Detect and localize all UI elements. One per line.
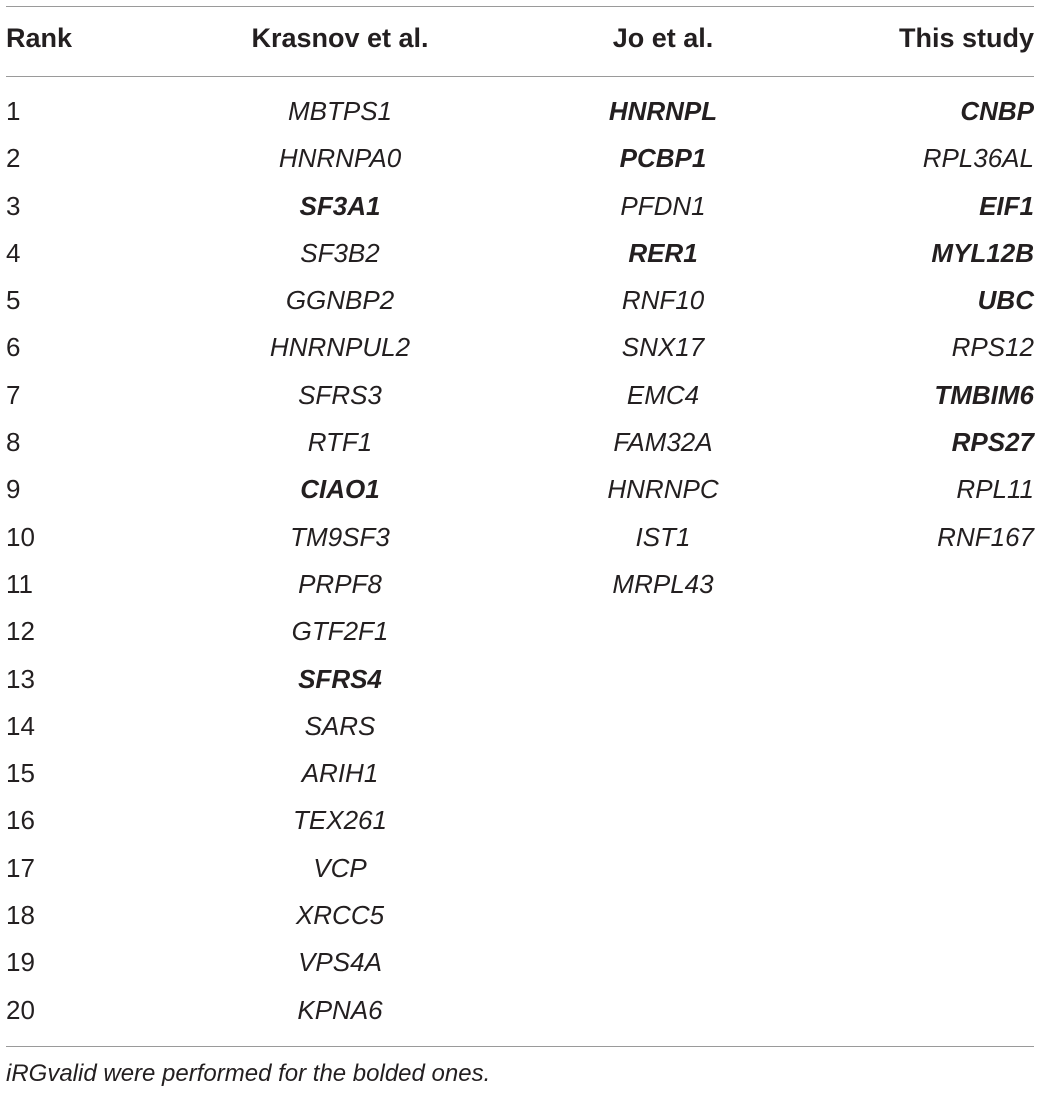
rank-cell: 7 [6, 379, 21, 410]
table-row [0, 325, 1040, 372]
table-footnote: iRGvalid were performed for the bolded ones. [6, 1060, 491, 1087]
rank-cell: 6 [6, 332, 21, 363]
jo-gene-cell: EMC4 [626, 379, 700, 410]
krasnov-gene-cell: SF3A1 [299, 190, 381, 221]
krasnov-gene-cell: HNRNPUL2 [269, 332, 411, 363]
table-header-rule [6, 76, 1034, 77]
this-study-gene-cell: RPL11 [956, 474, 1034, 505]
rank-cell: 12 [6, 616, 35, 647]
jo-gene-cell: RER1 [628, 237, 698, 268]
krasnov-gene-cell: PRPF8 [298, 568, 382, 599]
jo-gene-cell: HNRNPL [608, 96, 718, 126]
table-row [0, 846, 1040, 893]
rank-cell: 2 [6, 143, 21, 174]
table-row [0, 609, 1040, 656]
table-bottom-rule [6, 1046, 1034, 1047]
table-row [0, 657, 1040, 704]
table-row [0, 467, 1040, 514]
table-top-rule [6, 6, 1034, 7]
table-row [0, 373, 1040, 420]
rank-cell: 15 [6, 758, 35, 789]
this-study-gene-cell: RPS27 [951, 427, 1034, 458]
krasnov-gene-cell: ARIH1 [301, 758, 379, 789]
krasnov-gene-cell: TM9SF3 [290, 521, 390, 552]
table-row [0, 184, 1040, 231]
jo-gene-cell: HNRNPC [607, 474, 719, 505]
header-this-study: This study [898, 23, 1034, 53]
header-rank: Rank [6, 23, 73, 53]
this-study-gene-cell: UBC [977, 285, 1034, 316]
jo-gene-cell: PFDN1 [620, 190, 706, 221]
krasnov-gene-cell: SFRS3 [298, 379, 382, 410]
rank-cell: 16 [6, 805, 35, 836]
krasnov-gene-cell: VPS4A [298, 947, 382, 978]
jo-gene-cell: MRPL43 [612, 568, 714, 599]
krasnov-gene-cell: SF3B2 [300, 237, 380, 268]
rank-cell: 14 [6, 710, 35, 741]
table-row [0, 704, 1040, 751]
rank-cell: 5 [6, 285, 21, 316]
this-study-gene-cell: MYL12B [931, 237, 1034, 268]
rank-cell: 20 [6, 994, 35, 1025]
table-row [0, 562, 1040, 609]
krasnov-gene-cell: XRCC5 [295, 900, 385, 931]
rank-cell: 1 [6, 96, 21, 126]
table-row [0, 89, 1040, 136]
table-row [0, 988, 1040, 1035]
table-row [0, 798, 1040, 845]
header-krasnov: Krasnov et al. [251, 23, 429, 53]
table-row [0, 515, 1040, 562]
jo-gene-cell: FAM32A [613, 427, 713, 458]
table-row [0, 893, 1040, 940]
header-jo: Jo et al. [612, 23, 714, 53]
jo-gene-cell: RNF10 [621, 285, 705, 316]
table-body [0, 89, 1040, 1035]
rank-cell: 11 [6, 568, 33, 599]
krasnov-gene-cell: SARS [304, 710, 376, 741]
this-study-gene-cell: RNF167 [937, 521, 1034, 552]
table-row [0, 420, 1040, 467]
this-study-gene-cell: RPL36AL [922, 143, 1034, 174]
krasnov-gene-cell: TEX261 [293, 805, 387, 836]
krasnov-gene-cell: VCP [313, 852, 367, 883]
rank-cell: 4 [6, 237, 21, 268]
table-row [0, 751, 1040, 798]
rank-cell: 13 [6, 663, 35, 694]
this-study-gene-cell: TMBIM6 [934, 379, 1034, 410]
krasnov-gene-cell: KPNA6 [297, 994, 383, 1025]
this-study-gene-cell: CNBP [960, 96, 1034, 126]
rank-cell: 18 [6, 900, 35, 931]
jo-gene-cell: PCBP1 [619, 143, 707, 174]
krasnov-gene-cell: GTF2F1 [291, 616, 389, 647]
jo-gene-cell: IST1 [635, 521, 691, 552]
rank-cell: 8 [6, 427, 21, 458]
table-row [0, 278, 1040, 325]
table-row [0, 231, 1040, 278]
rank-cell: 9 [6, 474, 21, 505]
table-header-row [0, 23, 1040, 63]
this-study-gene-cell: RPS12 [951, 332, 1034, 363]
table-row [0, 940, 1040, 987]
rank-cell: 3 [6, 190, 21, 221]
krasnov-gene-cell: RTF1 [307, 427, 373, 458]
rank-cell: 19 [6, 947, 35, 978]
krasnov-gene-cell: HNRNPA0 [278, 143, 402, 174]
krasnov-gene-cell: CIAO1 [300, 474, 380, 505]
krasnov-gene-cell: SFRS4 [298, 663, 382, 694]
rank-cell: 17 [6, 852, 35, 883]
krasnov-gene-cell: MBTPS1 [287, 96, 393, 126]
this-study-gene-cell: EIF1 [979, 190, 1034, 221]
jo-gene-cell: SNX17 [621, 332, 705, 363]
krasnov-gene-cell: GGNBP2 [285, 285, 395, 316]
table-row [0, 136, 1040, 183]
rank-cell: 10 [6, 521, 35, 552]
